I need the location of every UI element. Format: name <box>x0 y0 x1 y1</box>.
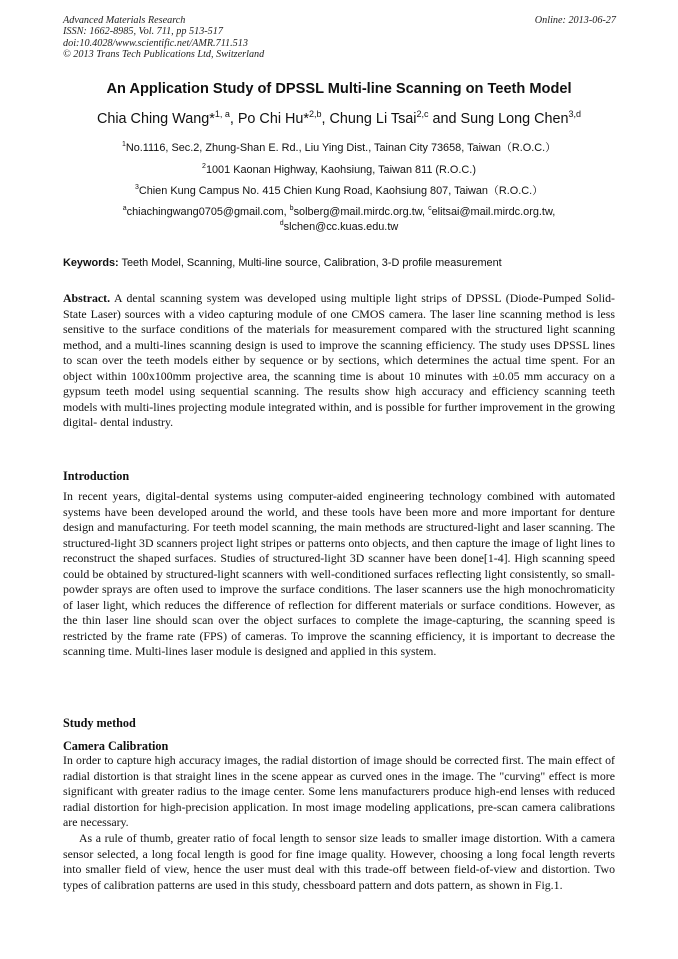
affiliation-superscript: 2 <box>202 163 206 170</box>
email-address: elitsai@mail.mirdc.org.tw, <box>431 206 556 218</box>
online-date: Online: 2013-06-27 <box>534 15 616 26</box>
paper-title: An Application Study of DPSSL Multi-line Scanning on Teeth Model <box>106 81 572 97</box>
email-line-2 <box>40 220 638 235</box>
study-method-heading: Study method <box>63 716 136 730</box>
author-name: Sung Long Chen <box>460 111 569 127</box>
author-separator: , <box>229 111 238 127</box>
copyright-line: © 2013 Trans Tech Publications Ltd, Switzerland <box>63 49 265 61</box>
author-emails <box>40 205 638 235</box>
author-name: Chung Li Tsai <box>329 111 417 127</box>
abstract-text: A dental scanning system was developed using multiple light strips of DPSSL (Diode-Pumped Solid-State Laser) sources with a video capturing module of one CMOS camera. The laser line scanning method is less sensitive to the surface conditions of the materials for measurement compared with the structured light scanning method, and a multi-lines scanning design is used to improve the scanning efficiency. The study uses DPSSL lines to scan over the teeth models either by sequence or by sections, which determines the actual time spent. For an object within 100x100mm projective area, the scanning time is about 10 minutes with ±0.05 mm accuracy on a gypsum teeth model using sequential scanning. The results show high accuracy and efficiency scanning teeth models with multi-lines projecting module integrated within, and is possible for further improvement in the growing digital- dental industry. <box>63 291 615 429</box>
keywords-text: Teeth Model, Scanning, Multi-line source, Calibration, 3-D profile measurement <box>118 257 502 269</box>
author-superscript: 2,b <box>309 109 322 119</box>
author-separator: and <box>428 111 461 127</box>
affiliation-2 <box>40 163 638 177</box>
email-address: chiachingwang0705@gmail.com, <box>126 206 290 218</box>
abstract <box>63 291 615 431</box>
author-separator: , <box>321 111 330 127</box>
email-superscript: d <box>279 220 284 227</box>
author-name: Chia Ching Wang* <box>96 111 215 127</box>
author-superscript: 2,c <box>416 109 429 119</box>
email-superscript: c <box>428 205 432 212</box>
author-superscript: 1, a <box>214 109 230 119</box>
affiliation-superscript: 3 <box>134 184 139 191</box>
email-address: solberg@mail.mirdc.org.tw, <box>293 206 429 218</box>
abstract-label: Abstract. <box>63 291 111 305</box>
doi-line: doi:10.4028/www.scientific.net/AMR.711.513 <box>63 37 248 49</box>
email-line-1 <box>40 205 638 220</box>
affiliation-text: No.1116, Sec.2, Zhung-Shan E. Rd., Liu Ying Dist., Tainan City 73658, Taiwan（R.O.C.） <box>125 142 557 154</box>
calibration-paragraph-2: As a rule of thumb, greater ratio of focal length to sensor size leads to smaller image distortion. With a camera sensor selected, a long focal length is good for fine image quality. However, choosing a long focal length reverts into smaller field of view, hence the user must deal with this trade-off between field-of-view and distortion. Two types of calibration patterns are used in this study, chessboard pattern and dots pattern, as shown in Fig.1. <box>63 831 615 892</box>
author-list <box>30 109 648 129</box>
journal-header <box>63 15 423 61</box>
affiliation-superscript: 1 <box>121 141 126 148</box>
journal-name: Advanced Materials Research <box>63 15 186 26</box>
calibration-paragraph-1: In order to capture high accuracy images, the radial distortion of image should be corrected first. The main effect of radial distortion is that straight lines in the scene appear as curved ones in the image. The "curving" effect is more significant with greater radius to the image center. Some lens manufacturers produce high-end lenses with reduced radial distortion for high-precision application. In most image modeling applications, pre-scan camera calibrations are necessary. <box>63 753 615 829</box>
introduction-heading: Introduction <box>63 469 130 483</box>
affiliation-3 <box>40 184 638 198</box>
email-superscript: a <box>122 205 127 212</box>
affiliation-text: Chien Kung Campus No. 415 Chien Kung Road, Kaohsiung 807, Taiwan（R.O.C.） <box>138 185 544 197</box>
keywords <box>63 256 623 270</box>
keywords-label: Keywords: <box>63 257 119 269</box>
introduction-paragraph: In recent years, digital-dental systems using computer-aided engineering technology combined with automated systems have been developed around the world, and these tools have been more and more important for denture design and manufacturing. For teeth model scanning, the main methods are structured-light and laser scanning. The structured-light 3D scanners project light stripes or patterns onto objects, and then capture the image of light lines to reconstruct the shaped surfaces. Studies of structured-light 3D scanner have been done[1-4]. High scanning speed could be obtained by structured-light scanners with well-conditioned surfaces reflecting light consistently, so small-powder sprays are often used to improve the surface conditions. The laser scanners use the high monochromaticity of laser light, which reduces the difference of reflection for different materials or surface conditions. However, as the thin laser line should scan over the object surfaces to complete the image-capturing, the scanning speed is restricted by the frame rate (FPS) of cameras. To improve the scanning efficiency, it is important to decrease the scanning time. Multi-lines laser module is designed and applied in this system. <box>63 489 615 658</box>
affiliation-text: 1001 Kaonan Highway, Kaohsiung, Taiwan 811 (R.O.C.) <box>205 164 476 176</box>
issn-line: ISSN: 1662-8985, Vol. 711, pp 513-517 <box>63 26 223 38</box>
author-name: Po Chi Hu* <box>237 111 310 127</box>
email-superscript: b <box>289 205 294 212</box>
camera-calibration-heading: Camera Calibration <box>63 739 169 753</box>
email-address: slchen@cc.kuas.edu.tw <box>283 221 399 233</box>
affiliation-1 <box>40 141 638 155</box>
author-superscript: 3,d <box>568 109 582 119</box>
